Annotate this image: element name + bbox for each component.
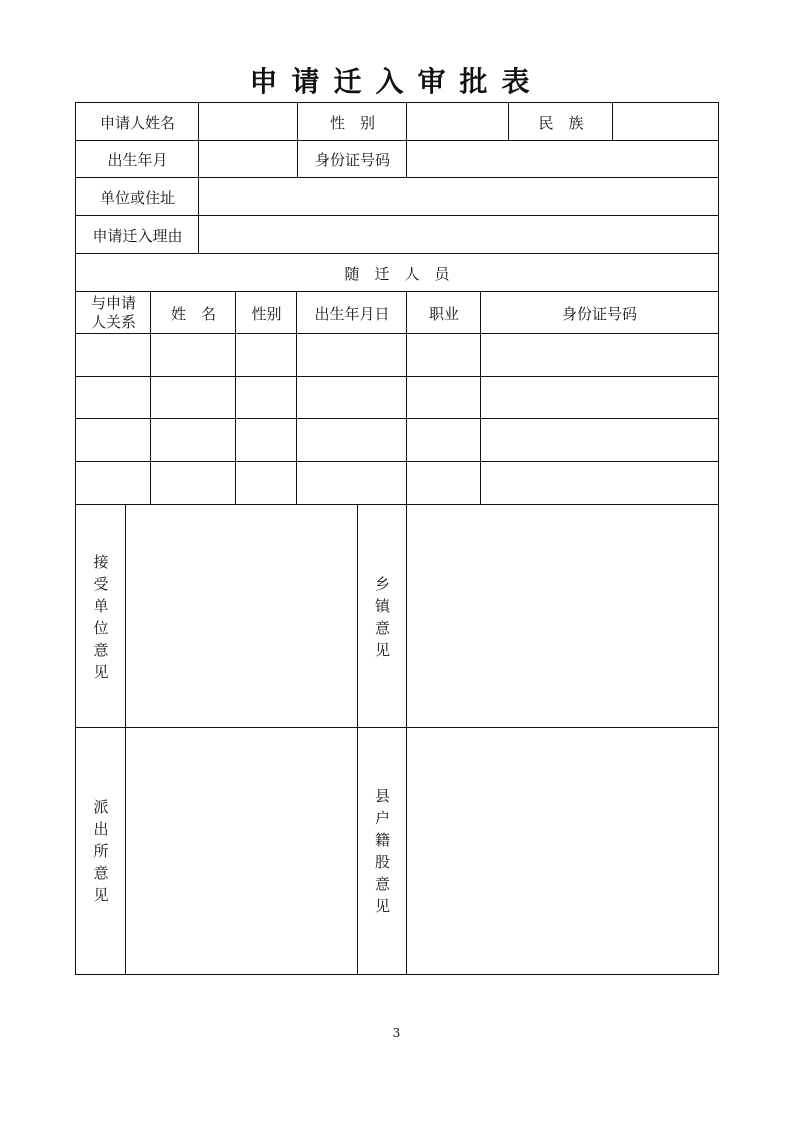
page-number: 3 — [392, 1026, 401, 1040]
companion-header-gender: 性别 — [251, 304, 282, 323]
township-opinion-field[interactable] — [407, 505, 718, 728]
table-border-bottom — [75, 974, 719, 975]
companion-row-3-gender[interactable] — [236, 419, 297, 462]
companion-row-4-occupation[interactable] — [407, 462, 481, 505]
county-registry-opinion-field[interactable] — [407, 728, 718, 974]
table-rule — [75, 504, 719, 505]
birth-date-label: 出生年月 — [107, 151, 168, 169]
table-rule — [150, 291, 151, 505]
companion-row-4-id-number[interactable] — [481, 462, 718, 505]
receiving-unit-opinion-field[interactable] — [126, 505, 358, 728]
companion-row-4-name[interactable] — [151, 462, 236, 505]
table-rule — [75, 253, 719, 254]
companion-row-4-relationship[interactable] — [76, 462, 151, 505]
county-registry-opinion-label: 县 户 籍 股 意 见 — [374, 787, 390, 915]
table-rule — [75, 140, 719, 141]
gender-label: 性 别 — [329, 113, 375, 132]
companion-row-1-gender[interactable] — [236, 334, 297, 377]
table-rule — [75, 177, 719, 178]
table-rule — [612, 102, 613, 141]
birth-date-field[interactable] — [199, 141, 298, 178]
companion-header-birthdate: 出生年月日 — [314, 304, 390, 323]
table-rule — [480, 291, 481, 505]
address-field[interactable] — [199, 178, 718, 216]
applicant-name-label: 申请人姓名 — [99, 113, 175, 132]
id-number-field[interactable] — [407, 141, 718, 178]
table-rule — [235, 291, 236, 505]
companion-row-4-gender[interactable] — [236, 462, 297, 505]
gender-field[interactable] — [407, 103, 509, 141]
table-rule — [75, 727, 719, 728]
police-station-opinion-label: 派 出 所 意 见 — [93, 798, 109, 904]
table-rule — [75, 418, 719, 419]
companions-section-title: 随 迁 人 员 — [344, 264, 450, 283]
companion-row-3-birthdate[interactable] — [297, 419, 407, 462]
address-label: 单位或住址 — [99, 188, 175, 207]
table-rule — [125, 504, 126, 975]
table-rule — [406, 291, 407, 505]
companion-row-2-id-number[interactable] — [481, 377, 718, 419]
ethnicity-label: 民 族 — [538, 113, 584, 132]
companion-row-2-relationship[interactable] — [76, 377, 151, 419]
applicant-name-field[interactable] — [199, 103, 298, 141]
reason-field[interactable] — [199, 216, 718, 254]
table-rule — [75, 215, 719, 216]
companion-row-2-name[interactable] — [151, 377, 236, 419]
companion-row-2-birthdate[interactable] — [297, 377, 407, 419]
table-rule — [296, 291, 297, 505]
companion-row-3-id-number[interactable] — [481, 419, 718, 462]
id-number-label: 身份证号码 — [314, 151, 390, 169]
companion-header-occupation: 职业 — [428, 304, 459, 323]
table-border-left — [75, 102, 76, 975]
table-rule — [406, 504, 407, 975]
reason-label: 申请迁入理由 — [92, 226, 183, 245]
companion-header-relationship: 与申请人关系 — [90, 294, 136, 331]
ethnicity-field[interactable] — [613, 103, 718, 141]
companion-row-3-relationship[interactable] — [76, 419, 151, 462]
companion-row-1-relationship[interactable] — [76, 334, 151, 377]
companion-row-3-name[interactable] — [151, 419, 236, 462]
companion-row-3-occupation[interactable] — [407, 419, 481, 462]
page-title: 申请迁入审批表 — [249, 65, 544, 98]
table-rule — [508, 102, 509, 141]
table-rule — [75, 333, 719, 334]
table-rule — [198, 102, 199, 254]
table-border-right — [718, 102, 719, 975]
police-station-opinion-field[interactable] — [126, 728, 358, 974]
receiving-unit-opinion-label: 接 受 单 位 意 见 — [93, 552, 109, 681]
companion-header-name: 姓 名 — [170, 304, 216, 323]
table-rule — [297, 102, 298, 178]
township-opinion-label: 乡 镇 意 见 — [374, 574, 390, 659]
table-rule — [406, 102, 407, 178]
companion-row-4-birthdate[interactable] — [297, 462, 407, 505]
table-rule — [75, 461, 719, 462]
companion-row-1-name[interactable] — [151, 334, 236, 377]
table-rule — [75, 291, 719, 292]
table-border-top — [75, 102, 719, 103]
companion-header-id-number: 身份证号码 — [561, 304, 637, 323]
companion-row-1-occupation[interactable] — [407, 334, 481, 377]
companion-row-2-gender[interactable] — [236, 377, 297, 419]
table-rule — [357, 504, 358, 975]
companion-row-1-birthdate[interactable] — [297, 334, 407, 377]
table-rule — [75, 376, 719, 377]
companion-row-2-occupation[interactable] — [407, 377, 481, 419]
companion-row-1-id-number[interactable] — [481, 334, 718, 377]
